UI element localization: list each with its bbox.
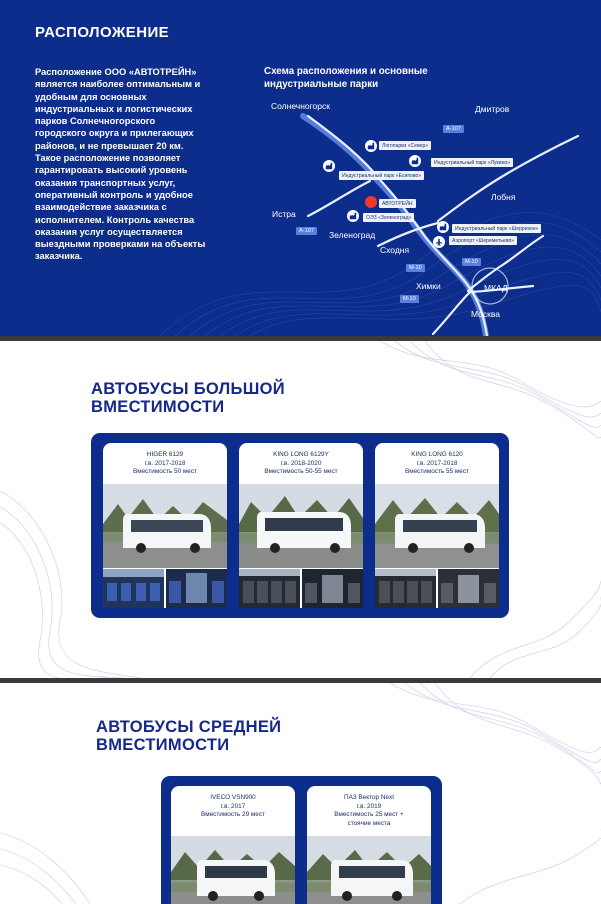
bus-interior-photo <box>438 569 499 608</box>
title-line: АВТОБУСЫ СРЕДНЕЙ <box>96 718 282 736</box>
bus-card <box>103 443 227 608</box>
medium-buses-slide <box>0 683 601 904</box>
park-label-avtotrein: АВТОТРЕЙН <box>379 199 416 208</box>
factory-icon <box>365 140 377 152</box>
bus-card-header <box>171 786 295 820</box>
road-a107-top: А-107 <box>443 125 464 133</box>
description-line: выездными проверками на объекты <box>35 239 206 250</box>
description-line: парков Солнечногорского <box>35 116 156 127</box>
title-line: АВТОБУСЫ БОЛЬШОЙ <box>91 380 285 398</box>
park-label-sherrizon: Индустриальный парк «Шерризон» <box>452 224 541 233</box>
bus-model: IVECO VSN900 <box>210 794 256 801</box>
city-zelenograd: Зеленоград <box>329 230 376 240</box>
bus-year: г.в. 2019 <box>356 802 382 810</box>
description-line: удобным для основных <box>35 91 147 102</box>
factory-icon <box>409 155 421 167</box>
bus-capacity: Вместимость 50 мест <box>133 468 197 476</box>
bus-model: KING LONG 6120 <box>411 451 463 458</box>
bus-photo <box>375 484 499 568</box>
bus-photo <box>239 484 363 568</box>
description-line: оперативный контроль и удобное <box>35 189 193 200</box>
bus-model: KING LONG 6129Y <box>273 451 329 458</box>
description-line: гарантировать высокий уровень <box>35 165 188 176</box>
section-title <box>91 380 285 416</box>
bus-capacity-note: стоячие места <box>347 819 391 827</box>
bus-interior-photo <box>166 569 227 608</box>
title-line: ВМЕСТИМОСТИ <box>91 398 225 416</box>
road-m10-bottom: М-10 <box>400 295 419 303</box>
description-line: Расположение ООО «АВТОТРЕЙН» <box>35 67 197 77</box>
bus-year: г.в. 2017-2018 <box>416 459 458 467</box>
description-line: заказчика. <box>35 251 83 262</box>
city-solnechnogorsk: Солнечногорск <box>271 101 330 111</box>
bus-capacity: Вместимость 55 мест <box>405 468 469 476</box>
buses-panel <box>161 776 442 904</box>
bus-card-header <box>375 443 499 477</box>
bus-card-header <box>307 786 431 828</box>
map-title-line: индустриальные парки <box>264 78 379 90</box>
location-map <box>258 96 601 336</box>
map-roads <box>258 96 601 336</box>
bus-model: ПАЗ Вектор Next <box>344 794 394 801</box>
bus-card <box>375 443 499 608</box>
description-line: исполнителем. Контроль качества <box>35 214 195 225</box>
description-line: оказания услуг осуществляется <box>35 226 183 237</box>
bus-card <box>171 786 295 904</box>
park-label-lukino: Индустриальный парк «Лукино» <box>431 158 513 167</box>
bus-interior-photo <box>103 569 164 608</box>
bus-capacity: Вместимость 29 мест <box>201 811 265 819</box>
bus-year: г.в. 2017 <box>220 802 246 810</box>
description-line: районов, и не превышает 20 км. <box>35 140 184 151</box>
location-slide <box>0 0 601 336</box>
bus-interior-photo <box>239 569 300 608</box>
bus-capacity: Вместимость 25 мест + <box>334 811 404 819</box>
large-buses-slide <box>0 341 601 678</box>
road-a107-left: А-107 <box>296 227 317 235</box>
park-label-airport: Аэропорт «Шереметьево» <box>449 236 517 245</box>
description-line: оказания транспортных услуг, <box>35 177 176 188</box>
city-dmitrov: Дмитров <box>475 104 510 114</box>
bus-year: г.в. 2017-2018 <box>144 459 186 467</box>
factory-icon <box>347 210 359 222</box>
road-m10-right: М-10 <box>462 258 481 266</box>
bus-capacity: Вместимость 50-55 мест <box>264 468 338 476</box>
bus-photo <box>171 836 295 904</box>
park-label-esipovo: Индустриальный парк «Есипово» <box>339 171 424 180</box>
description-line: Такое расположение позволяет <box>35 153 181 164</box>
park-label-oez: ОЭЗ «Зеленоград» <box>363 213 414 222</box>
bus-interior-photo <box>375 569 436 608</box>
description-line: является наиболее оптимальным и <box>35 79 201 90</box>
bus-year: г.в. 2018-2020 <box>280 459 322 467</box>
location-description <box>35 66 240 263</box>
map-title <box>264 66 474 91</box>
airplane-icon <box>433 236 445 248</box>
section-title <box>96 718 281 754</box>
park-label-sever: Логопарки «Север» <box>379 141 431 150</box>
bus-card <box>239 443 363 608</box>
bus-card-header <box>103 443 227 477</box>
bus-interior-photo <box>302 569 363 608</box>
buses-panel <box>91 433 509 618</box>
city-khimki: Химки <box>416 281 441 291</box>
city-skhodnya: Сходня <box>380 245 410 255</box>
bus-model: HIGER 6129 <box>146 451 184 458</box>
city-lobnya: Лобня <box>491 192 516 202</box>
description-line: взаимодействие заказчика с <box>35 202 167 213</box>
road-m10-left: М-10 <box>406 264 425 272</box>
map-title-line: Схема расположения и основные <box>264 66 428 77</box>
factory-icon <box>323 160 335 172</box>
description-line: индустриальных и логистических <box>35 103 193 114</box>
page-title: РАСПОЛОЖЕНИЕ <box>35 24 170 41</box>
city-moskva: Москва <box>471 309 501 319</box>
bus-photo <box>103 484 227 568</box>
avtotrein-location-marker <box>365 196 377 208</box>
bus-card-header <box>239 443 363 477</box>
factory-icon <box>437 221 449 233</box>
title-line: ВМЕСТИМОСТИ <box>96 736 230 754</box>
city-mkad: МКАД <box>484 283 508 293</box>
bus-card <box>307 786 431 904</box>
description-line: городского округа и прилегающих <box>35 128 194 139</box>
city-istra: Истра <box>272 209 296 219</box>
bus-photo <box>307 836 431 904</box>
